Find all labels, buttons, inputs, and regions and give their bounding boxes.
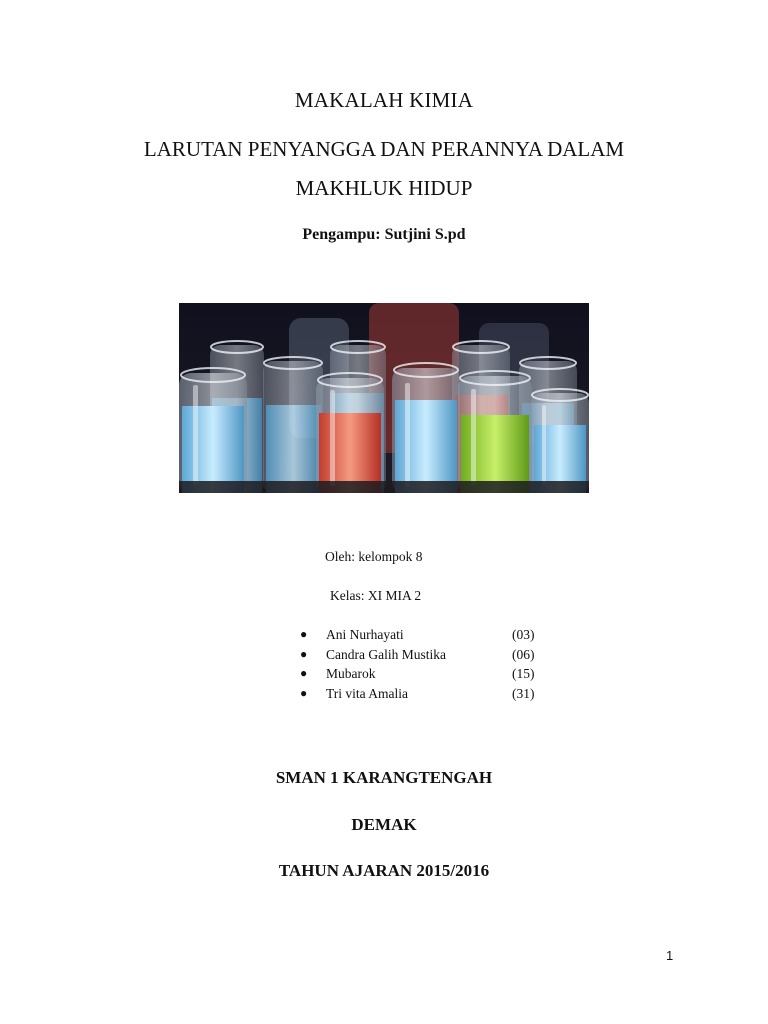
bullet-icon: ● xyxy=(300,646,308,661)
test-tubes-photo xyxy=(179,303,589,493)
list-item xyxy=(300,684,560,704)
bullet-icon: ● xyxy=(300,685,308,700)
page-number: 1 xyxy=(666,948,674,963)
member-name: Candra Galih Mustika xyxy=(326,646,446,662)
test-tubes-illustration xyxy=(179,303,589,493)
member-number: (15) xyxy=(512,666,535,681)
member-name: Ani Nurhayati xyxy=(326,627,404,642)
school-name: SMAN 1 KARANGTENGAH xyxy=(275,768,493,787)
school-city: DEMAK xyxy=(351,815,417,834)
bullet-icon: ● xyxy=(300,627,308,641)
teacher-name: Pengampu: Sutjini S.pd xyxy=(302,226,466,243)
class-label: Kelas: XI MIA 2 xyxy=(330,588,422,603)
list-item xyxy=(300,625,560,645)
group-label: Oleh: kelompok 8 xyxy=(325,549,423,564)
academic-year: TAHUN AJARAN 2015/2016 xyxy=(278,861,490,880)
list-item xyxy=(300,664,560,684)
member-name: Tri vita Amalia xyxy=(326,685,409,701)
document-subtitle-line2: MAKHLUK HIDUP xyxy=(295,176,473,200)
member-list xyxy=(300,625,560,703)
document-title: MAKALAH KIMIA xyxy=(294,88,474,112)
member-number: (06) xyxy=(512,646,535,662)
member-number: (03) xyxy=(512,627,535,642)
list-item xyxy=(300,645,560,665)
member-name: Mubarok xyxy=(326,666,376,681)
member-number: (31) xyxy=(512,685,535,701)
document-subtitle-line1: LARUTAN PENYANGGA DAN PERANNYA DALAM xyxy=(143,137,625,161)
bullet-icon: ● xyxy=(300,666,308,680)
